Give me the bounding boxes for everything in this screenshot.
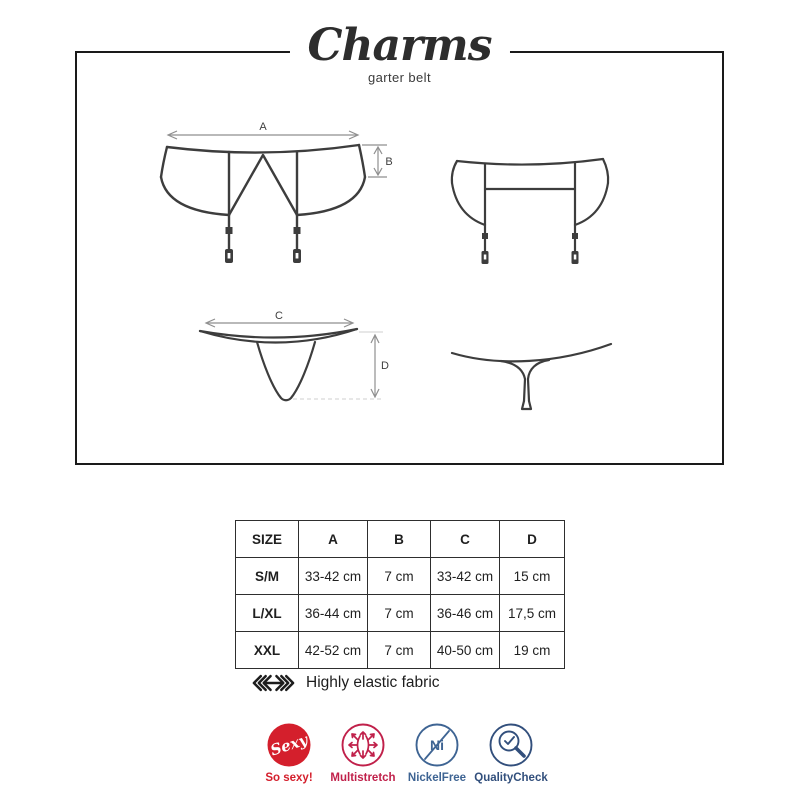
- dimension-b-label: B: [385, 156, 393, 168]
- value-c: 36-46 cm: [431, 595, 500, 632]
- value-d: 19 cm: [500, 632, 565, 669]
- sexy-icon: [266, 722, 312, 768]
- value-d: 17,5 cm: [500, 595, 565, 632]
- value-c: 33-42 cm: [431, 558, 500, 595]
- svg-text:Ni: Ni: [430, 737, 444, 753]
- brand-logo: Charms: [307, 20, 492, 71]
- header-b: B: [368, 521, 431, 558]
- header-size: SIZE: [236, 521, 299, 558]
- dimension-c-label: C: [275, 310, 283, 322]
- thong-front-drawing: [200, 329, 357, 400]
- badge-multistretch: [327, 722, 399, 784]
- badge-nickel-free-label: NickelFree: [407, 772, 467, 784]
- brand-subtitle: garter belt: [368, 70, 431, 85]
- table-row: [236, 558, 565, 595]
- diagram-frame: [75, 20, 724, 465]
- badge-sexy-label: So sexy!: [265, 772, 313, 784]
- svg-text:Sexy: Sexy: [268, 730, 310, 760]
- thong-back-diagram: [449, 329, 614, 414]
- dimension-d-arrow: [371, 335, 379, 397]
- nickel-free-icon: [414, 722, 460, 768]
- brand-header: [289, 20, 509, 85]
- value-a: 33-42 cm: [299, 558, 368, 595]
- value-b: 7 cm: [368, 632, 431, 669]
- thong-front-diagram: [197, 311, 392, 411]
- header-c: C: [431, 521, 500, 558]
- badge-multistretch-label: Multistretch: [330, 772, 396, 784]
- header-d: D: [500, 521, 565, 558]
- elastic-fabric-label: Highly elastic fabric: [306, 674, 440, 691]
- multistretch-icon: [340, 722, 386, 768]
- size-table: [235, 520, 565, 669]
- dimension-b-arrow: [362, 145, 387, 177]
- table-row: [236, 595, 565, 632]
- garter-front-diagram: [155, 121, 395, 271]
- size-cell: XXL: [236, 632, 299, 669]
- garter-back-drawing: [452, 159, 608, 264]
- dimension-a-label: A: [259, 121, 267, 133]
- badge-quality-check-label: QualityCheck: [474, 772, 548, 784]
- value-d: 15 cm: [500, 558, 565, 595]
- value-a: 36-44 cm: [299, 595, 368, 632]
- dimension-d-label: D: [381, 360, 389, 372]
- size-cell: S/M: [236, 558, 299, 595]
- quality-check-icon: [488, 722, 534, 768]
- value-b: 7 cm: [368, 558, 431, 595]
- value-c: 40-50 cm: [431, 632, 500, 669]
- stretch-arrow-icon: [250, 674, 297, 692]
- value-b: 7 cm: [368, 595, 431, 632]
- table-row: [236, 632, 565, 669]
- value-a: 42-52 cm: [299, 632, 368, 669]
- badge-nickel-free: [401, 722, 473, 784]
- garter-front-drawing: [161, 145, 365, 263]
- size-cell: L/XL: [236, 595, 299, 632]
- thong-back-drawing: [452, 344, 611, 409]
- badges-row: [253, 722, 547, 784]
- header-a: A: [299, 521, 368, 558]
- size-table-header-row: [236, 521, 565, 558]
- garter-back-diagram: [445, 147, 615, 267]
- elastic-fabric-note: [250, 674, 440, 692]
- badge-sexy: [253, 722, 325, 784]
- badge-quality-check: [475, 722, 547, 784]
